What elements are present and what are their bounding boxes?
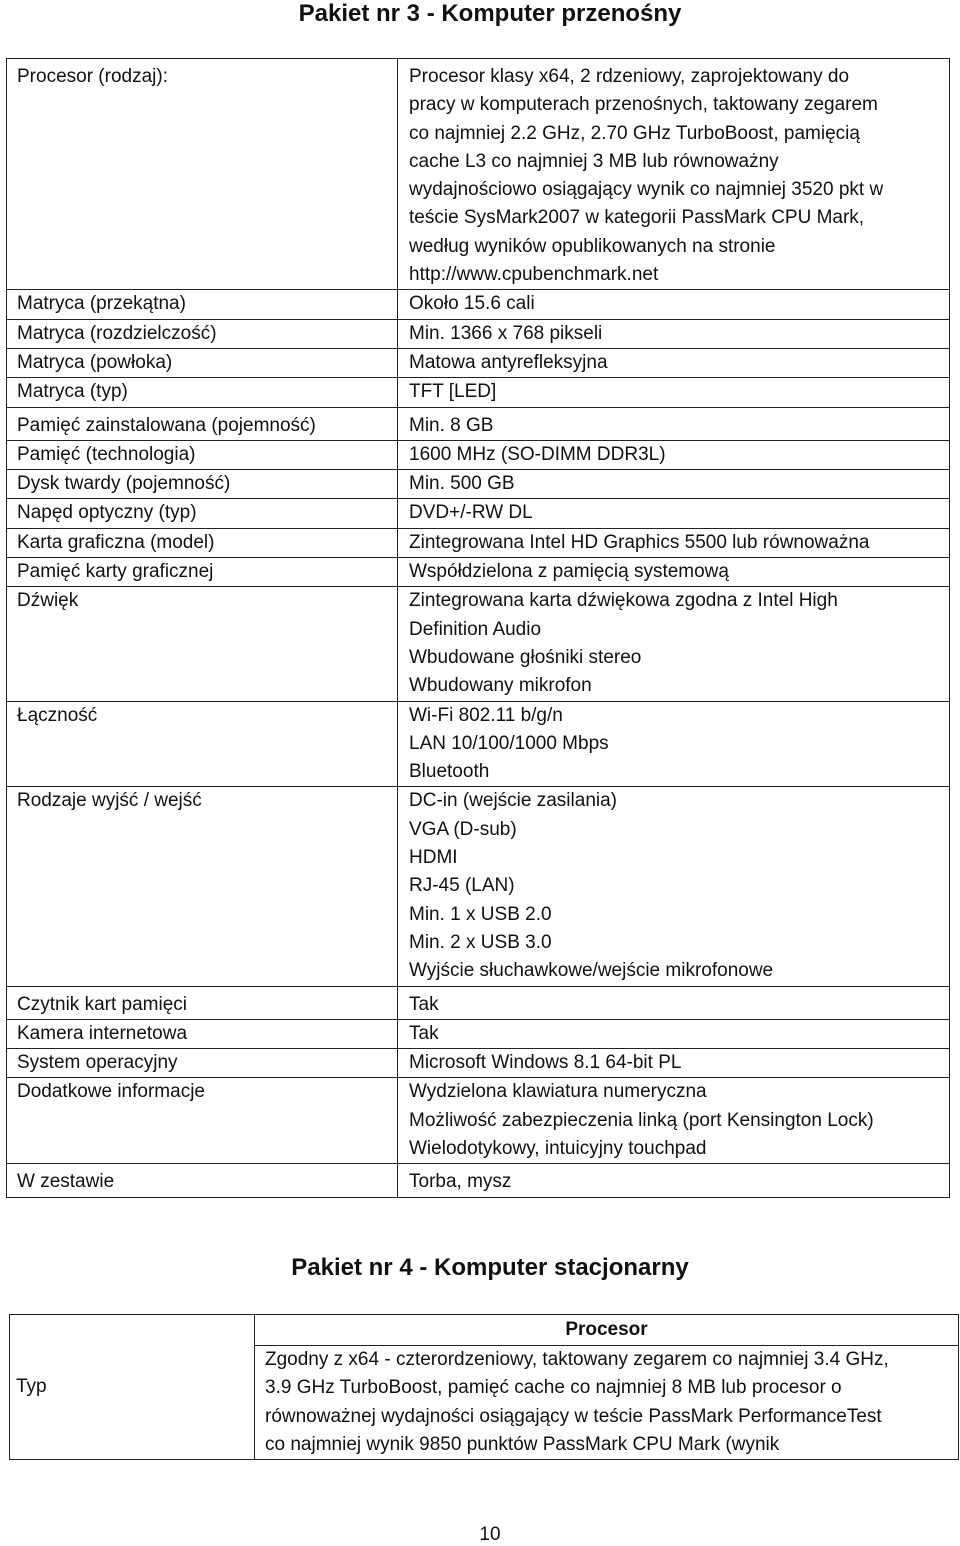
- spec-row: [7, 986, 950, 1019]
- spec-table-desktop: [9, 1314, 959, 1460]
- spec-value-cell: [398, 1019, 950, 1048]
- spec-label-cell: [7, 1049, 398, 1078]
- type-label-cell: Typ: [10, 1315, 255, 1460]
- spec-label: Czytnik kart pamięci: [17, 993, 187, 1015]
- spec-label: Matryca (typ): [17, 381, 128, 403]
- spec-value-cell: [398, 348, 950, 377]
- spec-value-cell: [398, 499, 950, 528]
- processor-description-line: co najmniej wynik 9850 punktów PassMark CPU Mark (wynik: [265, 1433, 780, 1455]
- processor-description-line: równoważnej wydajności osiągający w teście PassMark PerformanceTest: [265, 1405, 882, 1427]
- spec-value: Bluetooth: [409, 761, 490, 783]
- spec-value: teście SysMark2007 w kategorii PassMark CPU Mark,: [409, 207, 865, 229]
- section3-title: Pakiet nr 3 - Komputer przenośny: [298, 0, 682, 27]
- spec-label-cell: [7, 440, 398, 469]
- spec-value-cell: [398, 701, 950, 787]
- spec-value: Współdzielona z pamięcią systemową: [409, 561, 729, 583]
- spec-value: Torba, mysz: [409, 1171, 512, 1193]
- spec-row: [7, 1164, 950, 1197]
- spec-row: [7, 407, 950, 440]
- spec-value: Zintegrowana karta dźwiękowa zgodna z Intel High: [409, 590, 838, 612]
- spec-value: Wielodotykowy, intuicyjny touchpad: [409, 1137, 707, 1159]
- processor-description-line: Zgodny z x64 - czterordzeniowy, taktowany zegarem co najmniej 3.4 GHz,: [265, 1349, 889, 1370]
- spec-label: Rodzaje wyjść / wejść: [17, 790, 202, 812]
- spec-value: 1600 MHz (SO-DIMM DDR3L): [409, 443, 666, 465]
- spec-value-cell: [398, 290, 950, 319]
- spec-row: [7, 701, 950, 787]
- spec-row: [7, 378, 950, 407]
- spec-label: Dodatkowe informacje: [17, 1081, 205, 1103]
- spec-value-cell: [398, 587, 950, 701]
- spec-label: Matryca (przekątna): [17, 293, 186, 315]
- spec-label-cell: [7, 378, 398, 407]
- spec-label-cell: [7, 407, 398, 440]
- spec-value-cell: [398, 407, 950, 440]
- spec-value: Tak: [409, 993, 439, 1015]
- spec-label: Napęd optyczny (typ): [17, 502, 197, 524]
- spec-label: Karta graficzna (model): [17, 531, 215, 553]
- spec-label-cell: [7, 986, 398, 1019]
- spec-value-cell: [398, 440, 950, 469]
- spec-value-cell: [398, 986, 950, 1019]
- spec-label-cell: [7, 587, 398, 701]
- spec-label-cell: [7, 787, 398, 986]
- spec-label: Pamięć (technologia): [17, 443, 196, 465]
- spec-row: [7, 290, 950, 319]
- spec-label-cell: [7, 319, 398, 348]
- spec-label: Dysk twardy (pojemność): [17, 473, 231, 495]
- spec-table-laptop: [6, 58, 950, 1198]
- spec-value: Microsoft Windows 8.1 64-bit PL: [409, 1052, 682, 1074]
- spec-label: Matryca (powłoka): [17, 351, 173, 373]
- spec-row: [7, 528, 950, 557]
- spec-value: DVD+/-RW DL: [409, 502, 533, 524]
- spec-value-cell: [398, 378, 950, 407]
- spec-label-cell: [7, 701, 398, 787]
- section4-title: Pakiet nr 4 - Komputer stacjonarny: [291, 1254, 689, 1281]
- processor-header: Procesor: [255, 1315, 959, 1346]
- spec-row: [7, 319, 950, 348]
- spec-value: Wbudowany mikrofon: [409, 675, 592, 697]
- desktop-header-row: [10, 1315, 959, 1346]
- spec-value: Około 15.6 cali: [409, 293, 535, 315]
- spec-label: Matryca (rozdzielczość): [17, 322, 217, 344]
- spec-value: Matowa antyrefleksyjna: [409, 351, 608, 373]
- spec-value-cell: [398, 1078, 950, 1164]
- spec-label: System operacyjny: [17, 1052, 178, 1074]
- spec-value: http://www.cpubenchmark.net: [409, 264, 659, 286]
- spec-label: Pamięć karty graficznej: [17, 561, 214, 583]
- spec-value: Tak: [409, 1022, 439, 1044]
- page-number: 10: [479, 1524, 501, 1545]
- spec-value-cell: [398, 319, 950, 348]
- spec-value: Min. 2 x USB 3.0: [409, 931, 552, 953]
- spec-value: Możliwość zabezpieczenia linką (port Kensington Lock): [409, 1109, 874, 1131]
- spec-value: Wi-Fi 802.11 b/g/n: [409, 704, 563, 726]
- spec-row: [7, 348, 950, 377]
- spec-label-cell: [7, 470, 398, 499]
- spec-label-cell: [7, 1078, 398, 1164]
- spec-value-cell: [398, 1164, 950, 1197]
- spec-value: TFT [LED]: [409, 381, 497, 403]
- spec-value: według wyników opublikowanych na stronie: [409, 235, 776, 257]
- spec-label-cell: [7, 558, 398, 587]
- spec-value-cell: [398, 787, 950, 986]
- spec-label-cell: [7, 1019, 398, 1048]
- spec-row: [7, 558, 950, 587]
- spec-value-cell: [398, 528, 950, 557]
- spec-label: Łączność: [17, 704, 98, 726]
- spec-row: [7, 1019, 950, 1048]
- spec-value: HDMI: [409, 847, 458, 869]
- spec-label-cell: [7, 348, 398, 377]
- spec-value: Min. 1366 x 768 pikseli: [409, 322, 603, 344]
- spec-value: Wyjście słuchawkowe/wejście mikrofonowe: [409, 960, 774, 982]
- spec-label: Pamięć zainstalowana (pojemność): [17, 414, 316, 436]
- spec-value: Procesor klasy x64, 2 rdzeniowy, zaprojektowany do: [409, 66, 850, 87]
- spec-value-cell: [398, 558, 950, 587]
- processor-description: [255, 1346, 959, 1460]
- processor-description-line: 3.9 GHz TurboBoost, pamięć cache co najmniej 8 MB lub procesor o: [265, 1377, 842, 1399]
- spec-row: [7, 470, 950, 499]
- spec-value: Wydzielona klawiatura numeryczna: [409, 1081, 707, 1103]
- spec-value: RJ-45 (LAN): [409, 875, 515, 897]
- spec-value: LAN 10/100/1000 Mbps: [409, 732, 609, 754]
- spec-label-cell: [7, 528, 398, 557]
- spec-row: [7, 1078, 950, 1164]
- spec-row: [7, 787, 950, 986]
- spec-label-cell: [7, 1164, 398, 1197]
- spec-value-cell: [398, 59, 950, 290]
- spec-value: Zintegrowana Intel HD Graphics 5500 lub równoważna: [409, 531, 870, 553]
- spec-label-cell: [7, 59, 398, 290]
- spec-value: cache L3 co najmniej 3 MB lub równoważny: [409, 150, 779, 172]
- spec-value: Min. 8 GB: [409, 414, 494, 436]
- spec-value: DC-in (wejście zasilania): [409, 790, 617, 812]
- spec-label: Dźwięk: [17, 590, 79, 612]
- spec-value: Min. 500 GB: [409, 473, 515, 495]
- spec-value: wydajnościowo osiągający wynik co najmniej 3520 pkt w: [409, 179, 884, 201]
- spec-row: [7, 440, 950, 469]
- spec-value: Definition Audio: [409, 618, 542, 640]
- spec-value: Wbudowane głośniki stereo: [409, 646, 642, 668]
- spec-label-cell: [7, 499, 398, 528]
- spec-label: W zestawie: [17, 1171, 115, 1193]
- spec-value-cell: [398, 1049, 950, 1078]
- spec-row: [7, 587, 950, 701]
- spec-label: Kamera internetowa: [17, 1022, 188, 1044]
- spec-value: Min. 1 x USB 2.0: [409, 903, 552, 925]
- spec-label: Procesor (rodzaj):: [17, 66, 168, 87]
- spec-value: VGA (D-sub): [409, 818, 517, 840]
- spec-value: pracy w komputerach przenośnych, taktowany zegarem: [409, 94, 878, 116]
- spec-value: co najmniej 2.2 GHz, 2.70 GHz TurboBoost, pamięcią: [409, 122, 860, 144]
- spec-value-cell: [398, 470, 950, 499]
- spec-row: [7, 1049, 950, 1078]
- spec-label-cell: [7, 290, 398, 319]
- spec-row: [7, 59, 950, 290]
- spec-row: [7, 499, 950, 528]
